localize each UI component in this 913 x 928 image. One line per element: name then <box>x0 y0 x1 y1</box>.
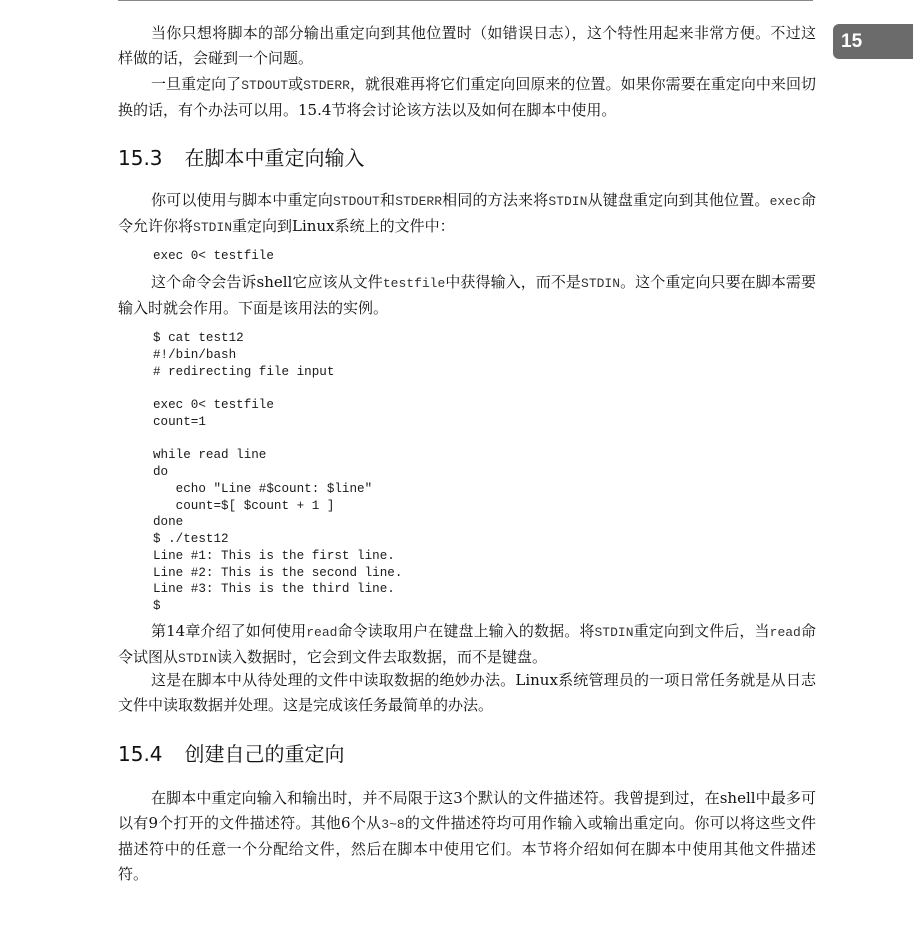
top-rule <box>118 0 813 1</box>
code-line <box>153 380 402 397</box>
intro-paragraph-2 <box>118 72 816 123</box>
text-run: 中获得输入，而不是 <box>445 273 582 291</box>
text-run: 命令试图从 <box>118 622 816 666</box>
inline-code: 3~8 <box>381 817 405 832</box>
text-run: 命令读取用户在键盘上输入的数据。将 <box>337 622 595 640</box>
section-number: 15.3 <box>118 146 163 170</box>
code-line: $ <box>153 599 161 613</box>
code-line: while read line <box>153 448 267 463</box>
section-15-4-heading <box>118 740 345 768</box>
intro-paragraph-1: 当你只想将脚本的部分输出重定向到其他位置时（如错误日志），这个特性用起来非常方便。不过这样做的话，会碰到一个问题。 <box>118 24 816 67</box>
section-15-3-paragraph-1 <box>118 188 816 240</box>
code-line: # redirecting file input <box>153 364 335 379</box>
inline-code: exec <box>769 194 801 209</box>
code-line: do <box>153 465 169 479</box>
inline-code: STDIN <box>193 220 233 235</box>
inline-code: read <box>306 625 338 640</box>
text-run: ，就很难再将它们重定向回原来的位置。如果你需要在重定向中来回切换的话，有个办法可以用。15.4节将会讨论该方法以及如何在脚本中使用。 <box>118 75 816 119</box>
section-15-4-paragraph-1 <box>118 786 816 887</box>
text-run: 相同的方法来将 <box>442 191 549 209</box>
text-run: 在脚本中重定向输入和输出时，并不局限于这3个默认的文件描述符。我曾提到过，在shell中最多可以有9个打开的文件描述符。其他6个从 <box>118 789 816 832</box>
inline-code: STDIN <box>178 651 218 666</box>
inline-code: STDIN <box>594 625 634 640</box>
code-line: exec 0< testfile <box>153 249 274 263</box>
inline-code: read <box>769 625 801 640</box>
inline-code: STDIN <box>548 194 588 209</box>
code-line: echo "Line #$count: $line" <box>153 481 373 496</box>
code-line: count=1 <box>153 414 206 429</box>
code-line: #!/bin/bash <box>153 347 237 362</box>
text-run: 一旦重定向了 <box>151 75 242 93</box>
code-line: done <box>153 515 184 530</box>
text-run: 读入数据时，它会到文件去取数据，而不是键盘。 <box>217 648 548 666</box>
code-line <box>153 431 402 448</box>
text-run: 这个命令会告诉shell它应该从文件 <box>151 273 383 291</box>
text-run: 和 <box>379 191 396 209</box>
section-number: 15.4 <box>118 742 163 766</box>
text-run: 。这个重定向只要在脚本需要输入时就会作用。下面是该用法的实例。 <box>118 273 816 317</box>
inline-code: STDIN <box>581 276 621 291</box>
section-15-3-heading <box>118 144 365 172</box>
code-line: Line #2: This is the second line. <box>153 565 403 580</box>
text-run: 或 <box>288 75 304 93</box>
section-title: 在脚本中重定向输入 <box>184 146 365 170</box>
text-run: 第14章介绍了如何使用 <box>151 622 307 640</box>
code-line: $ cat test12 <box>153 331 244 345</box>
section-15-3-paragraph-2 <box>118 270 816 321</box>
code-block-test12 <box>153 330 402 615</box>
inline-code: STDOUT <box>241 78 289 93</box>
chapter-tab: 15 <box>833 24 913 59</box>
text-run: 从键盘重定向到其他位置。 <box>587 191 770 209</box>
inline-code: STDOUT <box>333 194 380 209</box>
inline-code: STDERR <box>303 78 350 93</box>
text-run: 命令允许你将 <box>118 191 816 235</box>
text-run: 的文件描述符均可用作输入或输出重定向。你可以将这些文件描述符中的任意一个分配给文件，然后在脚本中使用它们。本节将介绍如何在脚本中使用其他文件描述符。 <box>118 814 816 883</box>
code-line: Line #3: This is the third line. <box>153 582 395 597</box>
code-line: $ ./test12 <box>153 532 229 546</box>
section-15-3-paragraph-4: 这是在脚本中从待处理的文件中读取数据的绝妙办法。Linux系统管理员的一项日常任务就是从日志文件中读取数据并处理。这是完成该任务最简单的办法。 <box>118 671 816 714</box>
section-15-3-paragraph-3 <box>118 619 816 671</box>
code-block-exec <box>153 248 274 265</box>
section-title: 创建自己的重定向 <box>184 742 345 766</box>
code-line: Line #1: This is the first line. <box>153 548 395 563</box>
code-line: count=$[ $count + 1 ] <box>153 498 335 513</box>
text-run: 重定向到文件后，当 <box>633 622 770 640</box>
code-line: exec 0< testfile <box>153 398 274 412</box>
text-run: 重定向到Linux系统上的文件中： <box>232 217 455 235</box>
text-run: 你可以使用与脚本中重定向 <box>151 191 334 209</box>
inline-code: testfile <box>382 276 446 291</box>
inline-code: STDERR <box>395 194 442 209</box>
